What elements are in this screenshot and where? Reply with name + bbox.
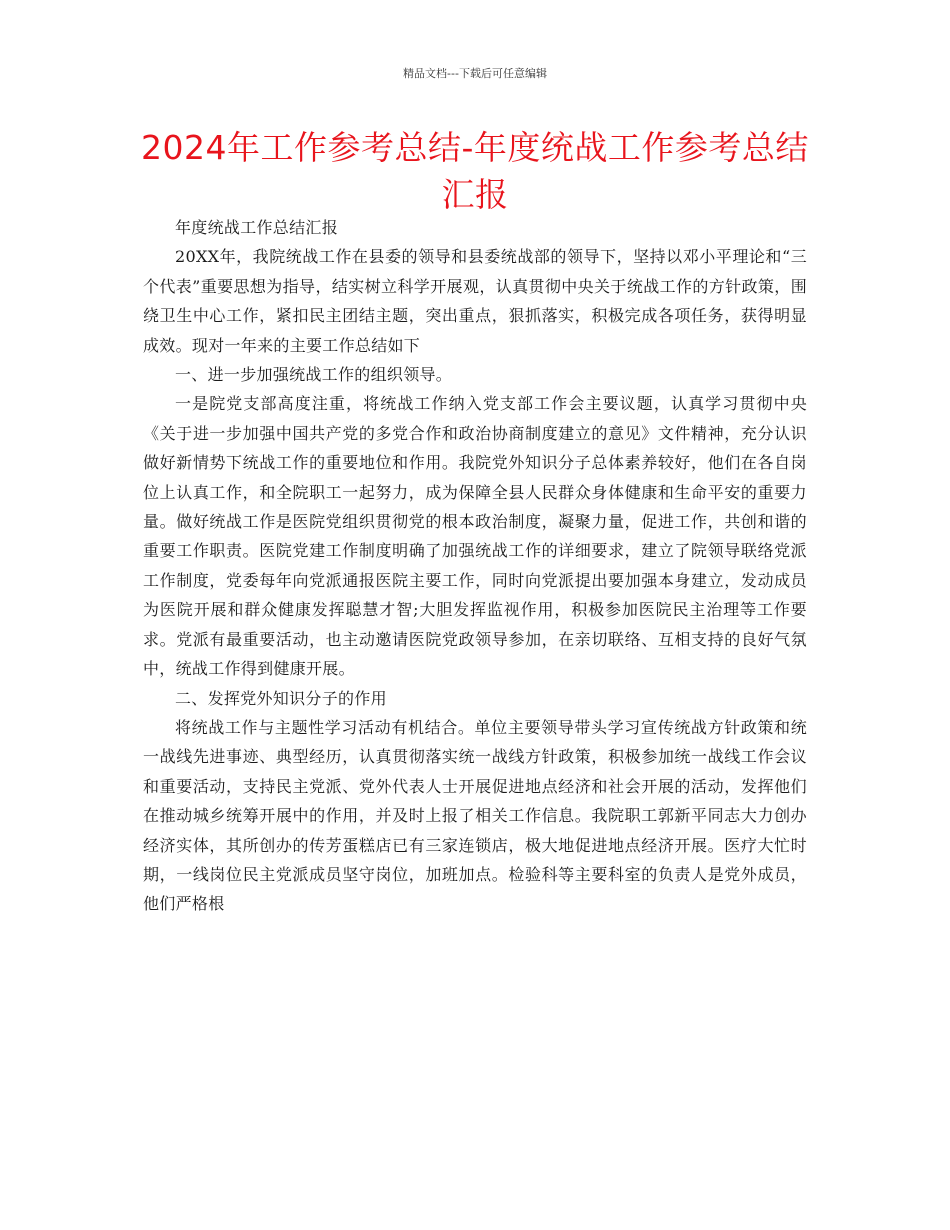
section-2-paragraph: 将统战工作与主题性学习活动有机结合。单位主要领导带头学习宣传统战方针政策和统一战线先进事迹、典型经历，认真贯彻落实统一战线方针政策，积极参加统一战线工作会议和重要活动，支持民主党派、党外代表人士开展促进地点经济和社会开展的活动，发挥他们在推动城乡统筹开展中的作用，并及时上报了相关工作信息。我院职工郭新平同志大力创办经济实体，其所创办的传芳蛋糕店已有三家连锁店，极大地促进地点经济开展。医疗大忙时期，一线岗位民主党派成员坚守岗位，加班加点。检验科等主要科室的负责人是党外成员，他们严格根 [143, 717, 807, 914]
subtitle-paragraph: 年度统战工作总结汇报 [175, 218, 339, 237]
document-title: 2024年工作参考总结-年度统战工作参考总结汇报 [141, 128, 809, 214]
section-heading-2: 二、发挥党外知识分子的作用 [175, 688, 387, 708]
section-heading-1: 一、进一步加强统战工作的组织领导。 [175, 365, 453, 385]
document-body [143, 213, 807, 919]
intro-paragraph: 20XX年，我院统战工作在县委的领导和县委统战部的领导下，坚持以邓小平理论和“三个代表”重要思想为指导，结实树立科学开展观，认真贯彻中央关于统战工作的方针政策，围绕卫生中心工作，紧扣民主团结主题，突出重点，狠抓落实，积极完成各项任务，获得明显成效。现对一年来的主要工作总结如下 [143, 247, 807, 355]
section-1-paragraph: 一是院党支部高度注重，将统战工作纳入党支部工作会主要议题，认真学习贯彻中央《关于进一步加强中国共产党的多党合作和政治协商制度建立的意见》文件精神，充分认识做好新情势下统战工作的重要地位和作用。我院党外知识分子总体素养较好，他们在各自岗位上认真工作，和全院职工一起努力，成为保障全县人民群众身体健康和生命平安的重要力量。做好统战工作是医院党组织贯彻党的根本政治制度，凝聚力量，促进工作，共创和谐的重要工作职责。医院党建工作制度明确了加强统战工作的详细要求，建立了院领导联络党派工作制度，党委每年向党派通报医院主要工作，同时向党派提出要加强本身建立，发动成员为医院开展和群众健康发挥聪慧才智;大胆发挥监视作用，积极参加医院民主治理等工作要求。党派有最重要活动，也主动邀请医院党政领导参加，在亲切联络、互相支持的良好气氛中，统战工作得到健康开展。 [143, 394, 807, 679]
header-note: 精品文档---下载后可任意编辑 [403, 67, 547, 80]
